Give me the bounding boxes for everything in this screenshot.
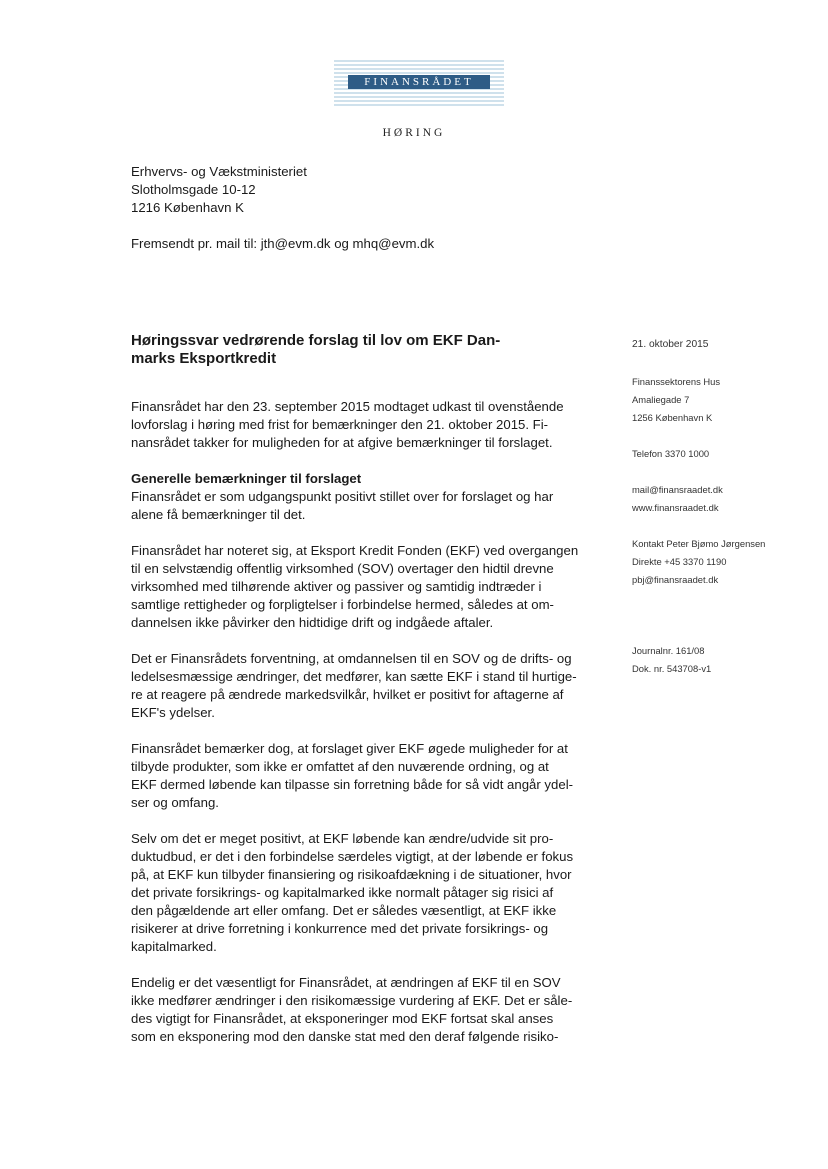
text-line: Det er Finansrådets forventning, at omdannelsen til en SOV og de drifts- og: [131, 651, 572, 666]
recipient-name: Erhvervs- og Vækstministeriet: [131, 164, 307, 179]
letter-title: [131, 332, 601, 368]
document-type: HØRING: [382, 127, 446, 139]
text-line: lovforslag i høring med frist for bemærkninger den 21. oktober 2015. Fi-: [131, 417, 549, 432]
text-line: des vigtigt for Finansrådet, at eksponeringer mod EKF fortsat skal anses: [131, 1011, 554, 1026]
text-line: Endelig er det væsentligt for Finansrådet, at ændringen af EKF til en SOV: [131, 975, 561, 990]
sender-address-city: 1256 København K: [632, 412, 713, 423]
paragraph-competition: [131, 830, 601, 956]
sender-website: www.finansraadet.dk: [632, 502, 719, 513]
text-line: Selv om det er meget positivt, at EKF løbende kan ændre/udvide sit pro-: [131, 831, 554, 846]
text-line: duktudbud, er det i den forbindelse særdeles vigtigt, at der løbende er fokus: [131, 849, 574, 864]
text-line: Finansrådet har den 23. september 2015 modtaget udkast til ovenstående: [131, 399, 564, 414]
sender-email: mail@finansraadet.dk: [632, 484, 723, 495]
contact-direct-phone: Direkte +45 3370 1190: [632, 556, 727, 567]
recipient-city: 1216 København K: [131, 200, 244, 215]
document-number: Dok. nr. 543708-v1: [632, 663, 712, 674]
text-line: EKF's ydelser.: [131, 705, 215, 720]
text-line: re at reagere på ændrede markedsvilkår, hvilket er positivt for aftagerne af: [131, 687, 564, 702]
sender-address-street: Amaliegade 7: [632, 394, 690, 405]
journal-number: Journalnr. 161/08: [632, 645, 705, 656]
paragraph-expectation: [131, 650, 601, 722]
text-line: dannelsen ikke påvirker den hidtidige drift og indgåede aftaler.: [131, 615, 494, 630]
text-line: Finansrådet er som udgangspunkt positivt stillet over for forslaget og har: [131, 489, 554, 504]
sent-by-mail-line: Fremsendt pr. mail til: jth@evm.dk og mhq@evm.dk: [131, 236, 435, 251]
recipient-street: Slotholmsgade 10-12: [131, 182, 256, 197]
recipient-address: [131, 163, 307, 217]
paragraph-general: [131, 488, 601, 524]
title-line: marks Eksportkredit: [131, 350, 277, 367]
text-line: tilbyde produkter, som ikke er omfattet af den nuværende ordning, og at: [131, 759, 549, 774]
sender-address-name: Finanssektorens Hus: [632, 376, 721, 387]
text-line: kapitalmarked.: [131, 939, 217, 954]
contact-person: Kontakt Peter Bjømo Jørgensen: [632, 538, 766, 549]
letter-body: [131, 332, 601, 1046]
text-line: ser og omfang.: [131, 795, 219, 810]
text-line: til en selvstændig offentlig virksomhed (SOV) overtager den hidtil drevne: [131, 561, 554, 576]
paragraph-risk: [131, 974, 601, 1046]
sender-phone: Telefon 3370 1000: [632, 448, 710, 459]
text-line: Finansrådet bemærker dog, at forslaget giver EKF øgede muligheder for at: [131, 741, 568, 756]
text-line: Finansrådet har noteret sig, at Eksport Kredit Fonden (EKF) ved overgangen: [131, 543, 579, 558]
finansraadet-logo: [334, 60, 504, 106]
text-line: alene få bemærkninger til det.: [131, 507, 306, 522]
contact-email: pbj@finansraadet.dk: [632, 574, 719, 585]
section-heading: Generelle bemærkninger til forslaget: [131, 471, 362, 486]
text-line: som en eksponering mod den danske stat med den deraf følgende risiko-: [131, 1029, 559, 1044]
text-line: det private forsikrings- og kapitalmarked ikke normalt påtager sig risici af: [131, 885, 554, 900]
text-line: den pågældende art eller omfang. Det er således væsentligt, at EKF ikke: [131, 903, 557, 918]
text-line: nansrådet takker for muligheden for at afgive bemærkninger til forslaget.: [131, 435, 553, 450]
letter-date: 21. oktober 2015: [632, 339, 709, 350]
text-line: risikerer at drive forretning i konkurrence med det private forsikrings- og: [131, 921, 549, 936]
text-line: ledelsesmæssige ændringer, det medfører, kan sætte EKF i stand til hurtige-: [131, 669, 577, 684]
text-line: EKF dermed løbende kan tilpasse sin forretning både for så vidt angår ydel-: [131, 777, 574, 792]
paragraph-intro: [131, 398, 601, 452]
logo-text: FINANSRÅDET: [348, 75, 490, 89]
text-line: på, at EKF kun tilbyder finansiering og risikoafdækning i de situationer, hvor: [131, 867, 572, 882]
text-line: samtlige rettigheder og forpligtelser i forbindelse hermed, således at om-: [131, 597, 554, 612]
title-line: Høringssvar vedrørende forslag til lov om EKF Dan-: [131, 332, 501, 349]
paragraph-transfer: [131, 542, 601, 632]
text-line: ikke medfører ændringer i den risikomæssige vurdering af EKF. Det er såle-: [131, 993, 573, 1008]
text-line: virksomhed med tilhørende aktiver og passiver og samtidig indtræder i: [131, 579, 542, 594]
paragraph-products: [131, 740, 601, 812]
